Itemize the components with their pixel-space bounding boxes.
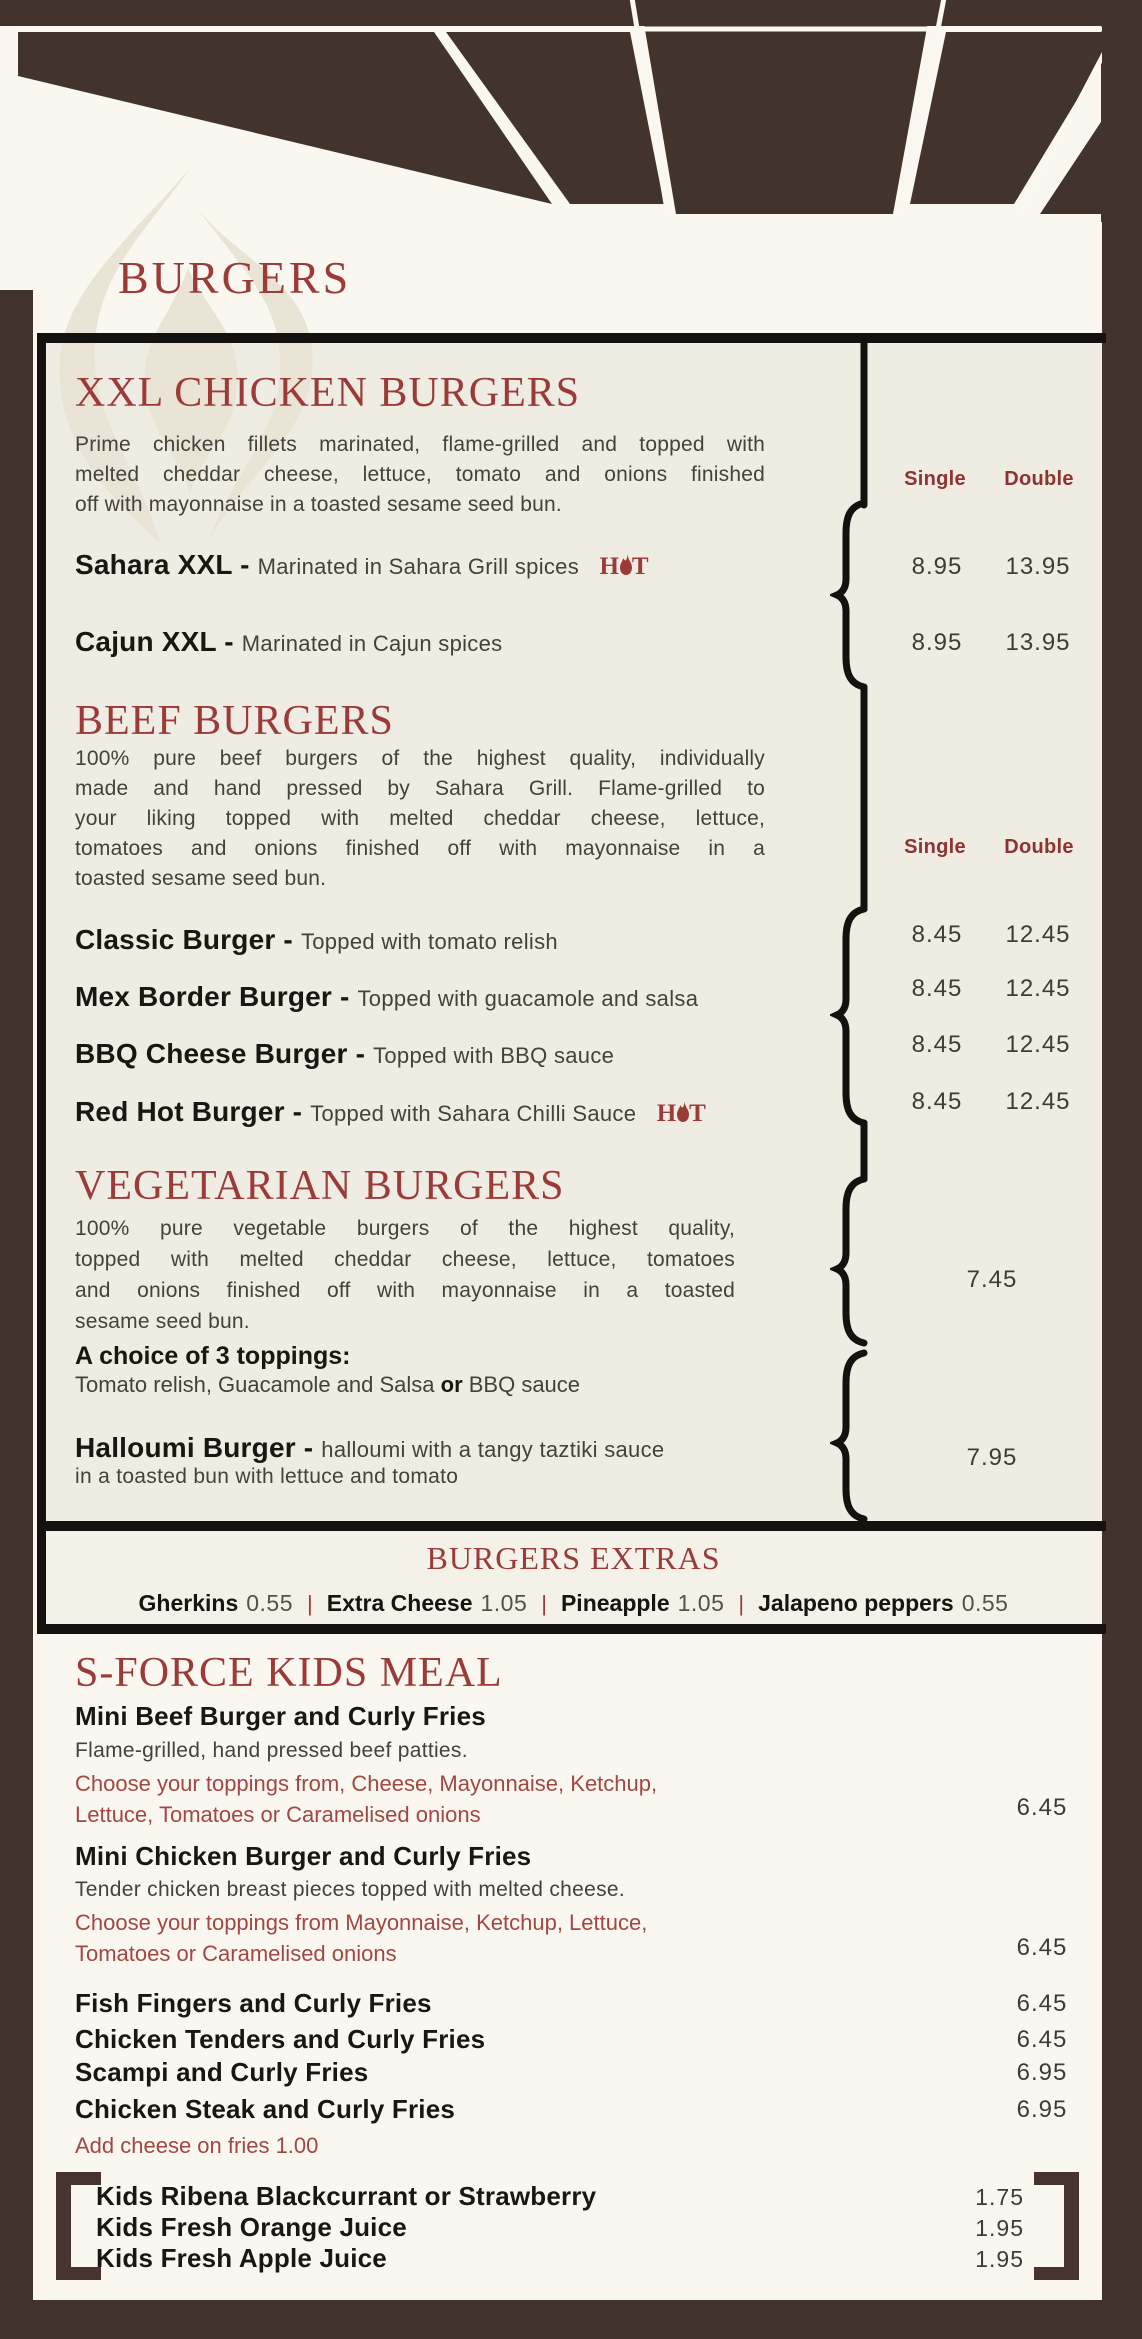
kids-item-price: 6.95 bbox=[1016, 2059, 1068, 2086]
kids-meal-description: Tender chicken breast pieces topped with melted cheese. bbox=[75, 1878, 625, 1901]
item-description: Topped with guacamole and salsa bbox=[357, 986, 699, 1011]
choose-line: Lettuce, Tomatoes or Caramelised onions bbox=[75, 1802, 481, 1827]
price-single: 8.45 bbox=[911, 921, 963, 948]
menu-item-mex-border-burger bbox=[75, 981, 698, 1013]
toppings-text: Tomato relish, Guacamole and Salsa bbox=[75, 1372, 441, 1397]
menu-item-red-hot-burger bbox=[75, 1096, 707, 1128]
description-line: your liking topped with melted cheddar cheese, lettuce, bbox=[75, 807, 765, 830]
menu-item-cajun-xxl bbox=[75, 626, 502, 658]
section-title-beef: BEEF BURGERS bbox=[75, 698, 394, 744]
column-header-single: Single bbox=[904, 468, 966, 490]
vegetarian-description bbox=[75, 1213, 735, 1337]
extra-item-price: 0.55 bbox=[961, 1590, 1009, 1616]
xxl-chicken-description bbox=[75, 430, 765, 520]
item-description: Topped with Sahara Chilli Sauce bbox=[310, 1101, 637, 1126]
description-line: melted cheddar cheese, lettuce, tomato and onions finished bbox=[75, 463, 765, 486]
extra-item-name: Jalapeno peppers bbox=[758, 1590, 954, 1616]
section-title-xxl-chicken: XXL CHICKEN BURGERS bbox=[75, 370, 581, 416]
description-line: off with mayonnaise in a toasted sesame seed bun. bbox=[75, 493, 562, 516]
kids-item-price: 6.45 bbox=[1016, 1990, 1068, 2017]
kids-meal-name: Mini Beef Burger and Curly Fries bbox=[75, 1701, 486, 1731]
column-header-single: Single bbox=[904, 836, 966, 858]
beef-description bbox=[75, 744, 765, 894]
item-description: Marinated in Sahara Grill spices bbox=[257, 554, 580, 579]
kids-drink-name: Kids Fresh Orange Juice bbox=[96, 2212, 407, 2242]
extras-title: BURGERS EXTRAS bbox=[426, 1540, 721, 1576]
price-single: 8.45 bbox=[911, 975, 963, 1002]
add-cheese-note: Add cheese on fries 1.00 bbox=[75, 2133, 319, 2158]
item-name: Mex Border Burger - bbox=[75, 981, 358, 1012]
choose-line: Tomatoes or Caramelised onions bbox=[75, 1941, 397, 1966]
price-single: 8.95 bbox=[911, 553, 963, 580]
item-name: Cajun XXL - bbox=[75, 626, 242, 657]
menu-item-halloumi-burger bbox=[75, 1432, 664, 1464]
price-single: 8.45 bbox=[911, 1088, 963, 1115]
extras-separator: | bbox=[541, 1591, 547, 1616]
description-line: toasted sesame seed bun. bbox=[75, 867, 327, 890]
kids-meal-choose bbox=[75, 1768, 657, 1830]
description-line: sesame seed bun. bbox=[75, 1310, 250, 1333]
flame-icon bbox=[619, 554, 633, 576]
toppings-or: or bbox=[440, 1372, 463, 1397]
extra-item-price: 0.55 bbox=[246, 1590, 294, 1616]
price-single: 8.45 bbox=[911, 1031, 963, 1058]
item-name: BBQ Cheese Burger - bbox=[75, 1038, 374, 1069]
toppings-options bbox=[75, 1372, 580, 1398]
kids-meal-description: Flame-grilled, hand pressed beef patties. bbox=[75, 1739, 468, 1762]
section-title-kids-meal: S-FORCE KIDS MEAL bbox=[75, 1650, 503, 1696]
description-line: made and hand pressed by Sahara Grill. Flame-grilled to bbox=[75, 777, 765, 800]
price-double: 13.95 bbox=[1005, 629, 1071, 656]
extra-item-name: Pineapple bbox=[560, 1590, 670, 1616]
price-double: 13.95 bbox=[1005, 553, 1071, 580]
price-single: 8.95 bbox=[911, 629, 963, 656]
kids-meal-name: Mini Chicken Burger and Curly Fries bbox=[75, 1841, 532, 1871]
drinks-bracket-left-icon bbox=[56, 2172, 101, 2280]
menu-item-classic-burger bbox=[75, 924, 558, 956]
column-header-double: Double bbox=[1004, 468, 1074, 490]
choose-line: Choose your toppings from, Cheese, Mayonnaise, Ketchup, bbox=[75, 1771, 658, 1796]
choose-line: Choose your toppings from Mayonnaise, Ketchup, Lettuce, bbox=[75, 1910, 648, 1935]
description-line: tomatoes and onions finished off with mayonnaise in a bbox=[75, 837, 765, 860]
kids-item-price: 6.95 bbox=[1016, 2096, 1068, 2123]
kids-item-name: Fish Fingers and Curly Fries bbox=[75, 1988, 432, 2018]
kids-item-name: Chicken Tenders and Curly Fries bbox=[75, 2024, 486, 2054]
frame-left-strip bbox=[0, 290, 33, 2339]
divider-below-extras bbox=[40, 1624, 1106, 1634]
kids-drink-name: Kids Ribena Blackcurrant or Strawberry bbox=[96, 2181, 597, 2211]
price-halloumi: 7.95 bbox=[966, 1444, 1018, 1471]
extra-item-name: Extra Cheese bbox=[326, 1590, 473, 1616]
item-name: Red Hot Burger - bbox=[75, 1096, 311, 1127]
toppings-text: BBQ sauce bbox=[462, 1372, 581, 1397]
extra-item-price: 1.05 bbox=[677, 1590, 725, 1616]
item-description: Topped with tomato relish bbox=[300, 929, 558, 954]
item-name: Sahara XXL - bbox=[75, 549, 258, 580]
extra-item-name: Gherkins bbox=[138, 1590, 239, 1616]
price-double: 12.45 bbox=[1005, 975, 1071, 1002]
description-line: Prime chicken fillets marinated, flame-grilled and topped with bbox=[75, 433, 765, 456]
drinks-bracket-right-icon bbox=[1034, 2172, 1079, 2280]
kids-item-price: 6.45 bbox=[1016, 2026, 1068, 2053]
divider-above-extras bbox=[40, 1521, 1106, 1531]
item-name: Halloumi Burger - bbox=[75, 1432, 322, 1463]
toppings-heading: A choice of 3 toppings: bbox=[75, 1342, 351, 1370]
description-line: 100% pure vegetable burgers of the highest quality, bbox=[75, 1217, 735, 1240]
item-description: in a toasted bun with lettuce and tomato bbox=[75, 1465, 459, 1488]
item-description: Topped with BBQ sauce bbox=[373, 1043, 615, 1068]
item-name: Classic Burger - bbox=[75, 924, 301, 955]
kids-drink-price: 1.95 bbox=[975, 2246, 1024, 2272]
price-double: 12.45 bbox=[1005, 921, 1071, 948]
kids-drink-price: 1.95 bbox=[975, 2215, 1024, 2241]
price-double: 12.45 bbox=[1005, 1088, 1071, 1115]
divider-left bbox=[37, 333, 46, 1634]
kids-meal-price: 6.45 bbox=[1016, 1934, 1068, 1961]
item-description: halloumi with a tangy taztiki sauce bbox=[321, 1437, 665, 1462]
price-double: 12.45 bbox=[1005, 1031, 1071, 1058]
extras-list bbox=[45, 1590, 1102, 1617]
frame-right-strip bbox=[1102, 0, 1142, 2339]
extra-item-price: 1.05 bbox=[480, 1590, 528, 1616]
frame-bottom-strip bbox=[0, 2300, 1142, 2339]
kids-drink-name: Kids Fresh Apple Juice bbox=[96, 2243, 387, 2273]
extras-separator: | bbox=[307, 1591, 313, 1616]
kids-meal-price: 6.45 bbox=[1016, 1794, 1068, 1821]
kids-drink-price: 1.75 bbox=[975, 2184, 1024, 2210]
column-header-double: Double bbox=[1004, 836, 1074, 858]
description-line: topped with melted cheddar cheese, lettuce, tomatoes bbox=[75, 1248, 735, 1271]
hot-badge: H T bbox=[656, 1100, 707, 1127]
kids-item-name: Chicken Steak and Curly Fries bbox=[75, 2094, 456, 2124]
item-description: Marinated in Cajun spices bbox=[241, 631, 503, 656]
menu-item-sahara-xxl bbox=[75, 549, 650, 581]
kids-item-name: Scampi and Curly Fries bbox=[75, 2057, 369, 2087]
description-line: and onions finished off with mayonnaise in a toasted bbox=[75, 1279, 735, 1302]
hot-badge: H T bbox=[599, 553, 650, 580]
divider-top bbox=[40, 333, 1106, 343]
extras-separator: | bbox=[738, 1591, 745, 1616]
price-vegetarian: 7.45 bbox=[966, 1266, 1018, 1293]
price-brace-divider bbox=[830, 343, 878, 1521]
section-title-vegetarian: VEGETARIAN BURGERS bbox=[75, 1163, 565, 1209]
kids-meal-choose bbox=[75, 1907, 647, 1969]
menu-item-bbq-cheese-burger bbox=[75, 1038, 614, 1070]
description-line: 100% pure beef burgers of the highest quality, individually bbox=[75, 747, 765, 770]
page-title: BURGERS bbox=[118, 252, 352, 303]
